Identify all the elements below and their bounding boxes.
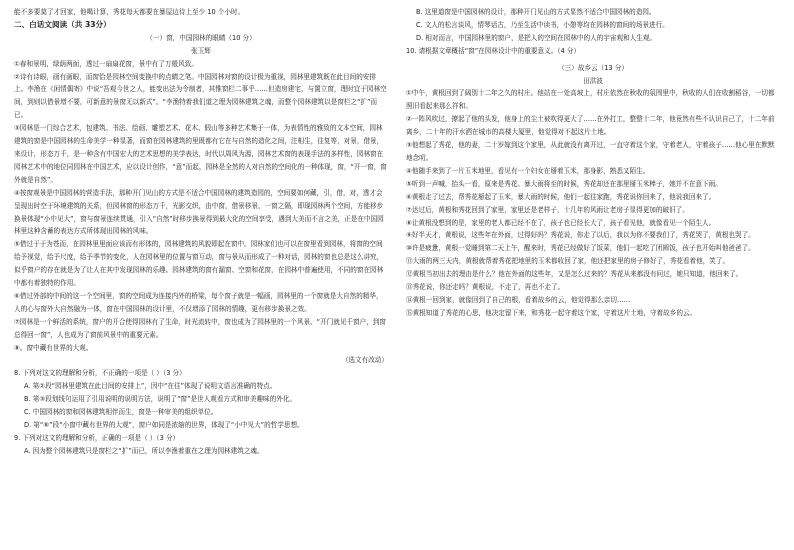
right-column <box>406 6 780 550</box>
q8-option: B. 第③段划线句运用了引用说明的说明方法，说明了“窗”是世人观看方式和审美趣味的外化。 <box>24 395 297 404</box>
paragraph: ⑨好半天才，黄根说，这些年在外面，过得好吗？秀花说，你走了以后，我以为你不要我们了，秀花哭了，黄根也哭了。 <box>406 231 755 240</box>
intro-line: 能不多要莫了才回家，他喝计算，秀花每天都要在暴屋边待上至少 10 个小时。 <box>14 8 245 16</box>
paragraph: ⑤听到一声喊，抬头一看，原来是秀花。暴大雨将至的时候，秀花却还在那里掰玉米棒子，她并不在意下雨。 <box>406 179 722 188</box>
passage2-title: （三）故乡云（13 分） <box>558 63 628 72</box>
passage2-author: 田洪波 <box>583 76 603 85</box>
paragraph: ②诗有诗眼，画有画眼，而窗恰是园林空间变换中的点睛之笔。中国园林对窗的设计极为重视，园林里建筑既在此目间的安排上。李渔在《闲情偶寄》中说“吾观今世之人，能变出法为令制者，其惟窗栏二事乎……但造房建宅，与置立窗，理时宜于园林空间，到则以借景增不要，可新意的景窗无以新式”。“李渔特着我们道之理为园林建筑之魂，而整个园林建筑以是窗栏之“扩”而已。 <box>14 72 387 120</box>
paragraph: ⑮黄根知道了秀花的心思，他决定留下来，和秀花一起守着这个家，守着这片土地，守着故乡的云。 <box>406 308 697 317</box>
q9-option: A. 因为整个园林建筑只是窗栏之“扩”而已，所以李渔着重在之理为园林建筑之魂。 <box>24 446 264 455</box>
paragraph: ⑫黄根当初出去的理由是什么？他在外面的这些年，又是怎么过来的？秀花从来都没有问过，她只知道，他回来了。 <box>406 270 743 279</box>
paragraph: ⑪大雨的两三天内，黄根就帮着秀花把地里的玉米都收回了家，他还把家里的房子修好了，秀花看着他，笑了。 <box>406 257 730 266</box>
paragraph: ⑦园林是一个鲜活的系统，窗户的开合使得园林有了生命，时光流转中，窗也成为了园林里的一个风景。“开门就见千窗户，到窗总得回一窗”，人也成为了窗前风景中的重要元素。 <box>14 317 386 339</box>
paragraph: ①中午，黄根回到了阔别十二年之久的村庄。他站在一处高坡上，村庄依然在秋收的氛围里中，秋收的人们在收割稻谷，一切都照旧看起来那么祥和。 <box>406 89 775 111</box>
paragraph: ⑦达过后，黄根和秀花回到了家里，家里还是老样子，十几年的风雨让老房子显得更加的破旧了。 <box>406 205 689 214</box>
question-10: 10. 请根据文章概括“窗”在园林设计中的重要意义。（4 分） <box>406 46 581 55</box>
paragraph: ⑥借过外部的中间的这一个空间里，窗的空间成为连接内外的桥梁，每个窗子就是一幅画，园林里的一个窗就是大自然的精华，人的心与窗外大自然融为一体，窗在中国园林的设计里，不仅增添了园林的情趣，更有移步换景之效。 <box>14 291 383 313</box>
paragraph: ⑩许是疲惫，黄根一觉睡到第二天上午，醒来时，秀花已经做好了饭菜，他们一起吃了团圆饭，孩子也开始叫他爸爸了。 <box>406 244 755 253</box>
paragraph: ③他想起了秀花，他的妻，二十岁嫁到这个家里，从此就没有离开过，一直守着这个家，守着老人，守着孩子……他心里在默默地念叨。 <box>406 141 775 162</box>
paragraph: ⑧。窗中藏有世界的大观。 <box>14 343 93 352</box>
paragraph: ③园林是一门综合艺术，包建筑、书法、绘画、雕塑艺术、花木、假山等多种艺术集于一体，为表情性的雅致的文本空间，园林建筑的窗是中国园林的生命美学一种显著，而窗在园林建筑的里既都有它在与自然的造化之间，注相生，往复等，对景，借景，来设计，形态万千，是一种含有中国宏大的艺术思想的美学表达，时代以周风为源，园林艺术窗的表现手法的多样性，园林窗在园林艺术中的地位同园林在中国艺术，应以设计创作，“意”而起，园林是全然的人对自然的空间化的一种体现，窗，“开一窗，窗外就是自然”。 <box>14 124 387 184</box>
q8-option: C. 中国园林的窗和园林建筑相伴而生，窗是一种审美的组织单位。 <box>24 408 218 417</box>
paragraph: ⑧让黄根没想到的是，家里的老人都已经不在了，孩子也已经长大了，孩子看见他，就像看见一个陌生人。 <box>406 218 716 227</box>
source-note: （选文有改动） <box>341 356 388 365</box>
passage1-title: （一）窗，中国园林的眼睛（10 分） <box>146 33 256 42</box>
section-heading: 二、白话文阅读（共 33分） <box>14 19 111 29</box>
passage1-author: 张玉辉 <box>191 46 211 55</box>
paragraph: ①春和景明，绿荫两面，透过一扇扇花窗，景中有了万般风致。 <box>14 59 198 68</box>
q9-option: C. 文人的松言谈风，情琴话古，乃至生活中读书，小憩等均在园林的窗间的场景进行。 <box>416 20 669 29</box>
q9-option: D. 相对而言，中国园林里的窗户，是把人的空间在园林中的人的宇宙观和人生观。 <box>416 33 657 42</box>
q8-option: A. 第②段“园林里建筑在此目间的安排上”，因中“在往”体现了说明文语言准确的特点。 <box>24 382 277 391</box>
paragraph: ④按窗观景是中国园林的营造手法，那种开门见山的方式是不适合中国园林的建筑造园的，空间要如何藏，引，借，对，透才会呈现出时空于环境建筑的关系，但园林窗的形态万千，光影交织，由中窗，借景移景，一窗之隔，即现园林两个空间，方能移步换景体现“小中见大”，窗与窗景连续贯通，引入“自然”时移步换景得到最大化的空间享受，遇到大美而不言之美，正是在中国园林里这种含蓄的表达方式所体现出园林的风味。 <box>14 188 384 236</box>
q9-option: B. 这里道窗是中国园林的设计，那种开门见山的方式显然不适合中国园林的造园。 <box>416 8 656 16</box>
paragraph: ⑤借过于于为苍而，在园林里里面应该而有形体的，园林建筑的风貌即起在窗中。园林家们也可以在窗里看到园林，将窗的空间给予视觉，给予尺度，给予季节的变化，人在园林里的位置与窗互动，窗与景从而形成了一种对话，园林的窗也总是这么讲究，似乎窗户的存在就是为了让人在其中发现园林的乐趣。园林建筑的窗有漏窗、空窗和花窗，在园林中普遍使用，不同的窗在园林中都有着独特的作用。 <box>14 240 384 288</box>
paragraph: ⑬秀花说，你还走吗？黄根说，不走了，再也不走了。 <box>406 283 565 292</box>
paragraph: ②一阵风吹过，撩起了他的头发，他身上的尘土被吹得更大了……在外打工，整整十二年，他竟然有些不认识自己了，十二年前离乡，二十年的汗水洒在城市的高楼大厦里，他觉得对不起这片土地。 <box>406 115 775 137</box>
question-8: 8. 下列对这文的理解和分析，不正确的一项是（ ）（3 分） <box>14 369 186 378</box>
question-9: 9. 下列对这文的理解和分析，正确的一项是（ ）（3 分） <box>14 433 180 442</box>
paragraph: ④他随手来到了一片玉米地里，看见有一个妇女在掰着玉米，那身影，熟悉又陌生。 <box>406 166 650 175</box>
paragraph: ⑭黄根一回到家，就像回到了自己的根，看着故乡的云，他觉得那么亲切…… <box>406 295 631 304</box>
left-column <box>14 6 388 550</box>
paragraph: ⑥黄根走了过去，帮秀花掰起了玉米，暴大雨的时候，他们一起往家跑，秀花说你回来了，他说我回来了。 <box>406 192 716 201</box>
q8-option: D. 第“⑧”段“小窗中藏有世界的大观”，窗户如同是浓缩的世界，体现了“小中见大”的哲学思想。 <box>24 421 304 429</box>
